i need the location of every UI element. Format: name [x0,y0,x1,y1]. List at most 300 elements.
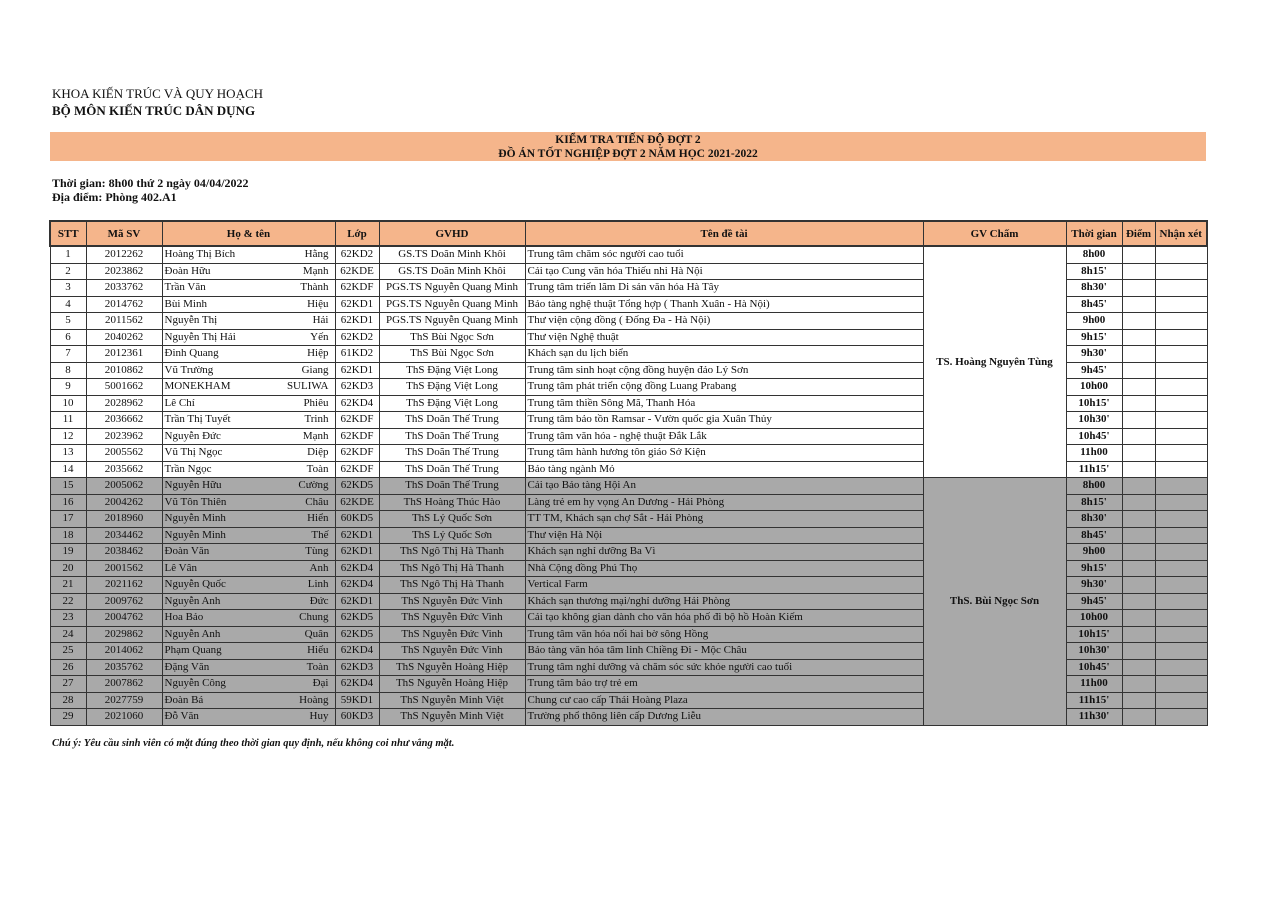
cell-score [1122,577,1155,594]
last-name: Tùng [305,545,329,558]
cell-student-id: 2001562 [86,560,162,577]
cell-stt: 15 [50,478,86,495]
cell-name [162,346,335,363]
cell-stt: 6 [50,329,86,346]
cell-class: 62KDF [335,428,379,445]
col-student-id: Mã SV [86,221,162,246]
cell-name [162,577,335,594]
last-name: Diệp [307,446,329,459]
cell-comment [1155,610,1207,627]
cell-comment [1155,709,1207,726]
cell-advisor: ThS Doãn Thế Trung [379,412,525,429]
cell-advisor: ThS Doãn Thế Trung [379,478,525,495]
cell-name [162,461,335,478]
cell-stt: 17 [50,511,86,528]
cell-time: 9h00 [1066,313,1122,330]
cell-score [1122,280,1155,297]
cell-advisor: PGS.TS Nguyễn Quang Minh [379,313,525,330]
cell-score [1122,412,1155,429]
cell-advisor: ThS Nguyễn Hoàng Hiệp [379,676,525,693]
footnote: Chú ý: Yêu cầu sinh viên có mặt đúng theo thời gian quy định, nếu không coi như vắng mặt. [52,738,455,749]
cell-name [162,626,335,643]
cell-stt: 10 [50,395,86,412]
cell-stt: 29 [50,709,86,726]
last-name: Thành [300,281,329,294]
cell-time: 9h45' [1066,593,1122,610]
last-name: Linh [307,578,329,591]
cell-time: 10h15' [1066,626,1122,643]
cell-advisor: ThS Đặng Việt Long [379,362,525,379]
first-name: Hoàng Thị Bích [164,248,236,261]
cell-score [1122,445,1155,462]
col-score: Điểm [1122,221,1155,246]
cell-class: 62KD4 [335,395,379,412]
cell-score [1122,709,1155,726]
cell-name [162,280,335,297]
cell-time: 9h30' [1066,577,1122,594]
exam-place: Địa điểm: Phòng 402.A1 [52,190,177,204]
cell-stt: 3 [50,280,86,297]
cell-class: 62KD4 [335,560,379,577]
cell-student-id: 2035762 [86,659,162,676]
last-name: Huy [309,710,329,723]
title-banner [50,132,1206,161]
cell-score [1122,313,1155,330]
cell-comment [1155,346,1207,363]
col-topic: Tên đề tài [525,221,923,246]
cell-topic: Cải tạo Cung văn hóa Thiếu nhi Hà Nội [525,263,923,280]
cell-time: 8h15' [1066,494,1122,511]
cell-stt: 23 [50,610,86,627]
cell-time: 9h15' [1066,329,1122,346]
col-advisor: GVHD [379,221,525,246]
cell-comment [1155,659,1207,676]
title-line-1: KIỂM TRA TIẾN ĐỘ ĐỢT 2 [555,134,701,146]
cell-student-id: 2035662 [86,461,162,478]
cell-score [1122,659,1155,676]
cell-stt: 16 [50,494,86,511]
cell-student-id: 2021162 [86,577,162,594]
cell-name [162,643,335,660]
cell-comment [1155,692,1207,709]
last-name: Châu [305,495,329,508]
cell-name [162,379,335,396]
faculty-name: KHOA KIẾN TRÚC VÀ QUY HOẠCH [52,86,264,101]
cell-score [1122,379,1155,396]
cell-stt: 12 [50,428,86,445]
cell-stt: 28 [50,692,86,709]
cell-topic: Trung tâm bảo trợ trẻ em [525,676,923,693]
cell-comment [1155,395,1207,412]
first-name: Lê Vân [164,561,197,574]
cell-class: 62KD1 [335,313,379,330]
cell-score [1122,560,1155,577]
first-name: Nguyễn Anh [164,627,221,640]
cell-advisor: ThS Bùi Ngọc Sơn [379,346,525,363]
cell-time: 9h00 [1066,544,1122,561]
cell-student-id: 2033762 [86,280,162,297]
cell-name [162,676,335,693]
cell-comment [1155,296,1207,313]
cell-time: 8h45' [1066,527,1122,544]
cell-advisor: ThS Nguyễn Minh Việt [379,709,525,726]
cell-score [1122,478,1155,495]
first-name: Nguyễn Đức [164,429,221,442]
first-name: Đỗ Văn [164,710,199,723]
cell-name [162,560,335,577]
cell-score [1122,296,1155,313]
cell-class: 62KDF [335,412,379,429]
cell-topic: Thư viện cộng đồng ( Đống Đa - Hà Nội) [525,313,923,330]
cell-time: 10h00 [1066,379,1122,396]
cell-time: 10h00 [1066,610,1122,627]
cell-stt: 18 [50,527,86,544]
cell-student-id: 2007862 [86,676,162,693]
table-header-row [50,221,1207,246]
cell-advisor: PGS.TS Nguyễn Quang Minh [379,280,525,297]
first-name: Đoàn Văn [164,545,210,558]
cell-student-id: 2010862 [86,362,162,379]
first-name: Nguyễn Thị Hải [164,330,236,343]
cell-stt: 7 [50,346,86,363]
cell-advisor: ThS Ngô Thị Hà Thanh [379,560,525,577]
cell-class: 62KD4 [335,577,379,594]
cell-advisor: PGS.TS Nguyễn Quang Minh [379,296,525,313]
last-name: Hải [312,314,329,327]
first-name: Hoa Bảo [164,611,204,624]
cell-comment [1155,527,1207,544]
first-name: Đoàn Hữu [164,264,211,277]
cell-student-id: 2004262 [86,494,162,511]
cell-student-id: 2023962 [86,428,162,445]
cell-name [162,313,335,330]
cell-comment [1155,676,1207,693]
last-name: Yến [310,330,329,343]
cell-time: 11h30' [1066,709,1122,726]
cell-time: 11h00 [1066,676,1122,693]
cell-score [1122,544,1155,561]
cell-score [1122,692,1155,709]
cell-comment [1155,544,1207,561]
cell-advisor: GS.TS Doãn Minh Khôi [379,263,525,280]
cell-comment [1155,379,1207,396]
cell-score [1122,511,1155,528]
cell-time: 10h30' [1066,412,1122,429]
first-name: Lê Chí [164,396,195,409]
cell-stt: 1 [50,246,86,263]
cell-advisor: ThS Đặng Việt Long [379,379,525,396]
cell-stt: 11 [50,412,86,429]
cell-student-id: 2014062 [86,643,162,660]
cell-stt: 25 [50,643,86,660]
cell-name [162,296,335,313]
cell-comment [1155,626,1207,643]
cell-class: 62KDF [335,461,379,478]
cell-comment [1155,643,1207,660]
cell-time: 10h45' [1066,659,1122,676]
cell-student-id: 2012262 [86,246,162,263]
last-name: SULIWA [286,380,329,393]
cell-score [1122,593,1155,610]
cell-class: 62KD2 [335,329,379,346]
cell-topic: Bảo tàng nghệ thuật Tổng hợp ( Thanh Xuân - Hà Nội) [525,296,923,313]
cell-class: 62KD3 [335,659,379,676]
last-name: Phiêu [303,396,329,409]
cell-stt: 26 [50,659,86,676]
cell-score [1122,428,1155,445]
cell-advisor: ThS Doãn Thế Trung [379,445,525,462]
cell-time: 8h00 [1066,246,1122,263]
cell-stt: 20 [50,560,86,577]
cell-student-id: 2012361 [86,346,162,363]
cell-student-id: 2018960 [86,511,162,528]
cell-student-id: 5001662 [86,379,162,396]
cell-topic: Thư viện Nghệ thuật [525,329,923,346]
cell-stt: 22 [50,593,86,610]
cell-class: 62KD1 [335,527,379,544]
cell-time: 10h15' [1066,395,1122,412]
cell-topic: Trung tâm nghỉ dưỡng và chăm sóc sức khỏe người cao tuổi [525,659,923,676]
cell-advisor: ThS Ngô Thị Hà Thanh [379,577,525,594]
cell-topic: Bảo tàng ngành Mỏ [525,461,923,478]
cell-advisor: ThS Doãn Thế Trung [379,461,525,478]
cell-advisor: ThS Hoàng Thúc Hào [379,494,525,511]
table-row [50,478,1207,495]
cell-stt: 21 [50,577,86,594]
cell-score [1122,346,1155,363]
cell-advisor: ThS Nguyễn Hoàng Hiệp [379,659,525,676]
col-time: Thời gian [1066,221,1122,246]
cell-time: 10h45' [1066,428,1122,445]
last-name: Hiệp [307,347,329,360]
cell-comment [1155,577,1207,594]
cell-class: 60KD3 [335,709,379,726]
cell-advisor: ThS Lý Quốc Sơn [379,527,525,544]
last-name: Quân [304,627,329,640]
cell-comment [1155,461,1207,478]
first-name: Trần Văn [164,281,206,294]
cell-time: 8h30' [1066,280,1122,297]
cell-topic: Trung tâm chăm sóc người cao tuổi [525,246,923,263]
cell-class: 60KD5 [335,511,379,528]
cell-stt: 4 [50,296,86,313]
cell-topic: Khách sạn du lịch biển [525,346,923,363]
cell-student-id: 2023862 [86,263,162,280]
cell-name [162,709,335,726]
cell-student-id: 2038462 [86,544,162,561]
cell-class: 62KD4 [335,643,379,660]
cell-student-id: 2027759 [86,692,162,709]
cell-name [162,494,335,511]
table-row [50,246,1207,263]
cell-student-id: 2029862 [86,626,162,643]
cell-advisor: ThS Nguyễn Minh Việt [379,692,525,709]
last-name: Đức [309,594,329,607]
cell-comment [1155,412,1207,429]
cell-name [162,511,335,528]
cell-time: 9h30' [1066,346,1122,363]
cell-name [162,544,335,561]
cell-advisor: ThS Doãn Thế Trung [379,428,525,445]
cell-name [162,659,335,676]
cell-class: 62KDE [335,494,379,511]
cell-topic: Trung tâm bảo tồn Ramsar - Vườn quốc gia Xuân Thủy [525,412,923,429]
cell-topic: Trường phổ thông liên cấp Dương Liễu [525,709,923,726]
cell-stt: 27 [50,676,86,693]
first-name: Nguyễn Minh [164,512,226,525]
cell-class: 62KDF [335,445,379,462]
cell-name [162,362,335,379]
cell-score [1122,527,1155,544]
col-comment: Nhận xét [1155,221,1207,246]
cell-time: 11h00 [1066,445,1122,462]
cell-student-id: 2034462 [86,527,162,544]
cell-name [162,445,335,462]
cell-time: 8h00 [1066,478,1122,495]
cell-topic: Khách sạn thương mại/nghỉ dưỡng Hải Phòng [525,593,923,610]
cell-class: 62KDE [335,263,379,280]
last-name: Toàn [306,660,329,673]
first-name: Vũ Tôn Thiên [164,495,227,508]
cell-topic: Thư viện Hà Nội [525,527,923,544]
cell-comment [1155,280,1207,297]
cell-stt: 14 [50,461,86,478]
last-name: Toàn [306,462,329,475]
last-name: Giang [301,363,329,376]
cell-class: 62KD1 [335,296,379,313]
cell-topic: Làng trẻ em hy vọng An Dương - Hải Phòng [525,494,923,511]
cell-name [162,692,335,709]
cell-score [1122,246,1155,263]
last-name: Anh [309,561,329,574]
last-name: Mạnh [302,264,329,277]
cell-advisor: ThS Nguyễn Đức Vinh [379,593,525,610]
cell-score [1122,362,1155,379]
cell-student-id: 2009762 [86,593,162,610]
first-name: Trần Thị Tuyết [164,413,231,426]
cell-class: 62KD1 [335,593,379,610]
last-name: Đại [312,677,329,690]
cell-score [1122,461,1155,478]
first-name: MONEKHAM [164,380,231,393]
cell-stt: 19 [50,544,86,561]
cell-score [1122,395,1155,412]
cell-comment [1155,246,1207,263]
first-name: Đoàn Bá [164,693,204,706]
cell-topic: Trung tâm văn hóa nối hai bờ sông Hồng [525,626,923,643]
cell-time: 8h15' [1066,263,1122,280]
cell-advisor: ThS Đặng Việt Long [379,395,525,412]
cell-student-id: 2036662 [86,412,162,429]
cell-name [162,527,335,544]
cell-comment [1155,428,1207,445]
last-name: Mạnh [302,429,329,442]
table-body [50,246,1207,725]
cell-name [162,412,335,429]
last-name: Hiếu [307,644,329,657]
cell-time: 11h15' [1066,461,1122,478]
last-name: Trinh [304,413,329,426]
cell-stt: 24 [50,626,86,643]
last-name: Cường [298,479,329,492]
col-class: Lớp [335,221,379,246]
cell-comment [1155,560,1207,577]
cell-topic: Trung tâm thiền Sông Mã, Thanh Hóa [525,395,923,412]
cell-advisor: ThS Bùi Ngọc Sơn [379,329,525,346]
cell-score [1122,626,1155,643]
cell-class: 61KD2 [335,346,379,363]
first-name: Nguyễn Minh [164,528,226,541]
cell-topic: TT TM, Khách sạn chợ Sắt - Hải Phòng [525,511,923,528]
cell-advisor: ThS Nguyễn Đức Vinh [379,610,525,627]
cell-comment [1155,593,1207,610]
cell-class: 59KD1 [335,692,379,709]
cell-student-id: 2011562 [86,313,162,330]
cell-student-id: 2005562 [86,445,162,462]
cell-topic: Cải tạo không gian dành cho văn hóa phố đi bộ hồ Hoàn Kiếm [525,610,923,627]
cell-name [162,478,335,495]
exam-time: Thời gian: 8h00 thứ 2 ngày 04/04/2022 [52,176,249,190]
cell-name [162,246,335,263]
cell-stt: 5 [50,313,86,330]
cell-score [1122,494,1155,511]
cell-student-id: 2028962 [86,395,162,412]
col-grader: GV Chấm [923,221,1066,246]
last-name: Hoàng [299,693,329,706]
cell-name [162,395,335,412]
last-name: Hằng [304,248,329,261]
first-name: Vũ Trường [164,363,214,376]
last-name: Hiển [307,512,329,525]
cell-student-id: 2004762 [86,610,162,627]
first-name: Nguyễn Thị [164,314,218,327]
cell-comment [1155,478,1207,495]
cell-topic: Trung tâm sinh hoạt cộng đồng huyện đảo Lý Sơn [525,362,923,379]
first-name: Nguyễn Công [164,677,226,690]
cell-name [162,263,335,280]
cell-time: 8h45' [1066,296,1122,313]
cell-class: 62KD5 [335,610,379,627]
last-name: Chung [299,611,329,624]
cell-name [162,593,335,610]
cell-stt: 8 [50,362,86,379]
cell-advisor: ThS Nguyễn Đức Vinh [379,626,525,643]
cell-topic: Nhà Cộng đồng Phú Thọ [525,560,923,577]
cell-advisor: ThS Ngô Thị Hà Thanh [379,544,525,561]
cell-topic: Trung tâm văn hóa - nghệ thuật Đắk Lắk [525,428,923,445]
first-name: Đặng Văn [164,660,210,673]
cell-grader: ThS. Bùi Ngọc Sơn [923,478,1066,726]
cell-comment [1155,362,1207,379]
first-name: Phạm Quang [164,644,222,657]
last-name: Hiệu [307,297,329,310]
cell-topic: Bảo tàng văn hóa tâm linh Chiềng Đi - Mộc Châu [525,643,923,660]
cell-grader: TS. Hoàng Nguyên Tùng [923,246,1066,478]
first-name: Trần Ngọc [164,462,212,475]
col-name: Họ & tên [162,221,335,246]
schedule-table [49,220,1208,726]
cell-student-id: 2014762 [86,296,162,313]
cell-topic: Chung cư cao cấp Thái Hoàng Plaza [525,692,923,709]
cell-score [1122,329,1155,346]
cell-advisor: ThS Nguyễn Đức Vinh [379,643,525,660]
col-stt: STT [50,221,86,246]
cell-class: 62KD1 [335,544,379,561]
cell-name [162,610,335,627]
cell-topic: Trung tâm triển lãm Di sản văn hóa Hà Tây [525,280,923,297]
cell-stt: 9 [50,379,86,396]
cell-topic: Trung tâm hành hương tôn giáo Sở Kiện [525,445,923,462]
